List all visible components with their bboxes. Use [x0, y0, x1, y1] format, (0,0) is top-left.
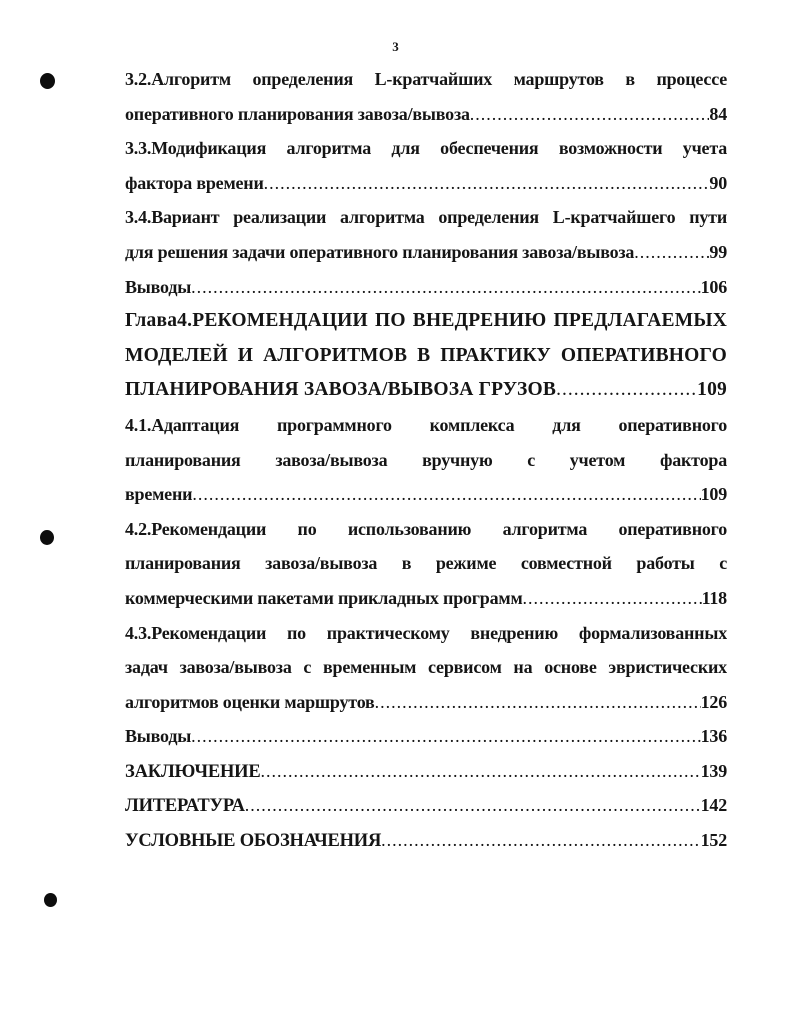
dot-leader: [191, 719, 700, 754]
toc-entry-4-2-line3: [125, 581, 727, 616]
toc-entry-4-2-line1: 4.2.Рекомендации по использованию алгоритма оперативного: [125, 518, 727, 539]
punch-hole-top: [40, 73, 55, 89]
toc-entry-text: для решения задачи оперативного планирования завоза/вывоза: [125, 241, 635, 262]
punch-hole-bottom: [44, 893, 57, 907]
toc-page-number: 118: [701, 587, 727, 608]
dot-leader: [470, 97, 710, 132]
toc-page-number: 99: [709, 241, 727, 262]
toc-entry-text: ЗАКЛЮЧЕНИЕ: [125, 761, 261, 782]
toc-entry-abbreviations: [125, 823, 727, 858]
toc-page-number: 126: [700, 691, 727, 712]
toc-page-number: 136: [700, 726, 727, 747]
toc-page-number: 109: [700, 484, 727, 505]
punch-hole-middle: [40, 530, 54, 545]
toc-entry-text: коммерческими пакетами прикладных программ: [125, 587, 523, 608]
dot-leader: [192, 477, 700, 512]
dot-leader: [264, 166, 710, 201]
toc-page-number: 106: [700, 276, 727, 297]
toc-entry-text: алгоритмов оценки маршрутов: [125, 691, 375, 712]
toc-chapter-4-line2: МОДЕЛЕЙ И АЛГОРИТМОВ В ПРАКТИКУ ОПЕРАТИВНОГО: [125, 344, 727, 366]
page-number: 3: [392, 39, 399, 54]
toc-entry-conclusion: [125, 754, 727, 789]
toc-page-number: 109: [697, 379, 727, 401]
toc-page-number: 142: [700, 795, 727, 816]
toc-entry-text: оперативного планирования завоза/вывоза: [125, 103, 470, 124]
toc-page-number: 152: [700, 830, 727, 851]
toc-entry-3-2-line2: [125, 97, 727, 132]
toc-page-number: 139: [700, 760, 727, 781]
toc-entry-4-1-line1: 4.1.Адаптация программного комплекса для оперативного: [125, 414, 727, 435]
toc-entry-3-3-line1: 3.3.Модификация алгоритма для обеспечения возможности учета: [125, 138, 727, 159]
toc-entry-4-1-line3: [125, 477, 727, 512]
toc-entry-3-4-line1: 3.4.Вариант реализации алгоритма определения L-кратчайшего пути: [125, 207, 727, 228]
toc-entry-conclusions-4: [125, 719, 727, 754]
chapter-title-part: ГРУЗОВ: [478, 379, 557, 401]
toc-entry-text: УСЛОВНЫЕ ОБОЗНАЧЕНИЯ: [125, 831, 382, 852]
toc-entry-conclusions-3: [125, 270, 727, 305]
toc-entry-4-2-line2: планирования завоза/вывоза в режиме совместной работы с: [125, 553, 727, 574]
dot-leader: [245, 788, 701, 823]
toc-entry-text: [125, 373, 556, 408]
toc-entry-text: Выводы: [125, 726, 192, 747]
toc-entry-text: фактора времени: [125, 172, 264, 193]
toc-entry-3-2-line1: 3.2.Алгоритм определения L-кратчайших маршрутов в процессе: [125, 69, 727, 89]
dot-leader: [523, 581, 702, 616]
toc-entry-4-3-line2: задач завоза/вывоза с временным сервисом на основе эвристических: [125, 657, 727, 678]
toc-entry-text: ЛИТЕРАТУРА: [125, 796, 245, 817]
dot-leader: [261, 754, 701, 789]
toc-entry-4-3-line1: 4.3.Рекомендации по практическому внедрению формализованных: [125, 622, 727, 643]
toc-chapter-4-line3: [125, 373, 727, 408]
dot-leader: [375, 685, 701, 720]
table-of-contents: [125, 62, 727, 858]
dot-leader: [191, 270, 700, 305]
toc-entry-text: Выводы: [125, 276, 192, 297]
toc-entry-literature: [125, 788, 727, 823]
toc-entry-3-4-line2: [125, 235, 727, 270]
dot-leader: [634, 235, 709, 270]
chapter-title-part: РЕКОМЕНДАЦИИ ПО ВНЕДРЕНИЮ ПРЕДЛАГАЕМЫХ: [192, 310, 727, 332]
toc-page-number: 84: [709, 103, 727, 124]
chapter-title-part: ПЛАНИРОВАНИЯ ЗАВОЗА/ВЫВОЗА: [125, 379, 474, 401]
toc-entry-3-3-line2: [125, 166, 727, 201]
chapter-prefix: Глава4.: [125, 310, 193, 332]
toc-entry-4-1-line2: планирования завоза/вывоза вручную с учетом фактора: [125, 449, 727, 470]
dot-leader: [556, 373, 697, 408]
toc-page-number: 90: [709, 172, 727, 193]
dot-leader: [381, 823, 700, 858]
toc-chapter-4-line1: [125, 304, 727, 339]
toc-entry-4-3-line3: [125, 685, 727, 720]
toc-entry-text: времени: [125, 484, 193, 505]
